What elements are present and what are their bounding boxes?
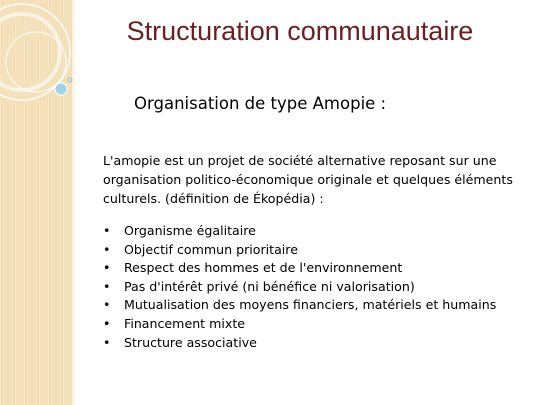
list-item xyxy=(103,278,496,297)
list-item-text: Objectif commun prioritaire xyxy=(124,241,298,257)
bullet-icon: • xyxy=(103,223,111,238)
list-item xyxy=(103,315,496,334)
list-item xyxy=(103,259,496,278)
slide-subtitle: Organisation de type Amopie : xyxy=(134,94,387,113)
bullet-list xyxy=(103,222,496,352)
bullet-icon: • xyxy=(103,260,111,276)
list-item xyxy=(103,296,496,315)
list-item xyxy=(103,334,496,353)
list-item-text: Respect des hommes et de l'environnement xyxy=(124,260,403,276)
bullet-icon: • xyxy=(103,241,111,257)
list-item-text: Pas d'intérêt privé (ni bénéfice ni valorisation) xyxy=(124,278,415,294)
bullet-icon: • xyxy=(103,278,111,294)
bullet-icon: • xyxy=(103,297,111,313)
list-item-text: Mutualisation des moyens financiers, matériels et humains xyxy=(124,297,497,313)
bullet-icon: • xyxy=(103,315,111,331)
blue-dot xyxy=(55,83,67,95)
list-item-text: Organisme égalitaire xyxy=(124,223,256,238)
list-item-text: Financement mixte xyxy=(124,315,246,331)
list-item xyxy=(103,241,496,260)
small-dot xyxy=(68,78,72,82)
inner-ring xyxy=(0,14,60,90)
definition-paragraph: L'amopie est un projet de société alternative reposant sur une organisation politico-économique originale et quelques éléments culturels. (définition de Ékopédia) : xyxy=(103,153,513,206)
list-item-text: Structure associative xyxy=(124,334,257,350)
list-item xyxy=(103,222,496,241)
slide-title: Structuration communautaire xyxy=(126,16,474,46)
bullet-icon: • xyxy=(103,334,111,350)
